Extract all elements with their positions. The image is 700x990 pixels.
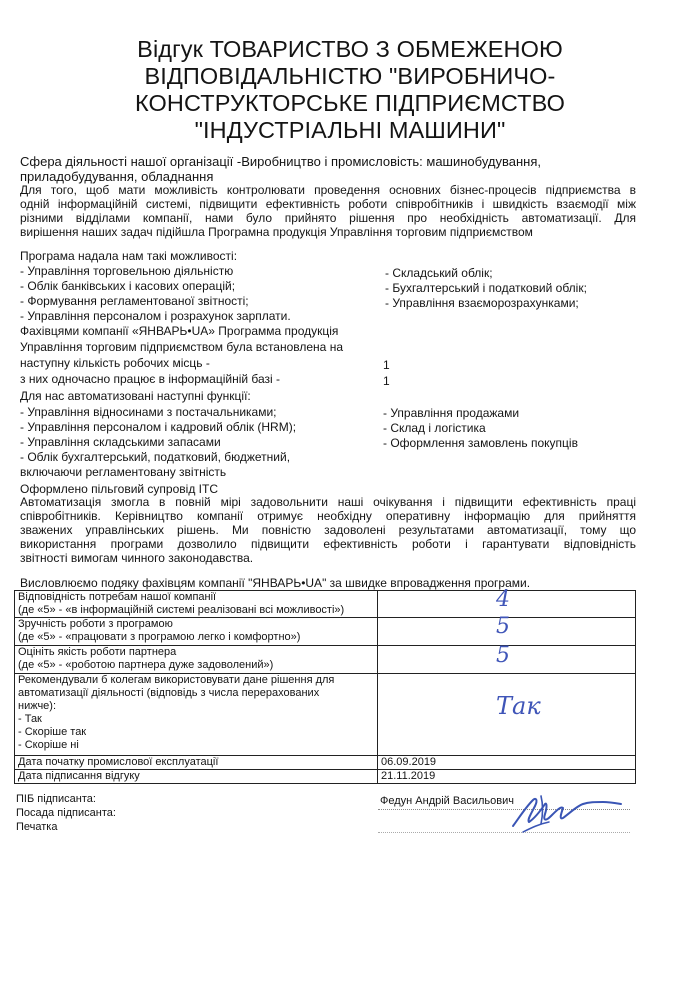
recommend-row <box>15 674 636 756</box>
title-line: КОНСТРУКТОРСЬКЕ ПІДПРИЄМСТВО <box>134 90 566 116</box>
install-line: Управління торговим підприємством була встановлена на <box>20 340 343 354</box>
capability-item: - Складський облік; <box>385 266 493 280</box>
program-intro: Програма надала нам такі можливості: <box>20 249 238 263</box>
intro-line: різними відділами компанії, нами було прийнято рішення про необхідність автоматизації. Для <box>20 211 636 225</box>
date-row <box>15 770 636 784</box>
result-line: співробітників. Керівництво компанії отримує необхідну оперативну інформацію для прийняття <box>20 509 636 523</box>
rating-row <box>15 591 636 618</box>
rating-question: Зручність роботи з програмою (де «5» - «працювати з програмою легко і комфортно») <box>15 618 378 646</box>
result-line: використання програми дозволило підвищити ефективність роботи і гарантувати відповідність <box>20 537 636 551</box>
rating-row <box>15 618 636 646</box>
rating-question: Відповідність потребам нашої компанії (де «5» - «в інформаційній системі реалізовані всі можливості») <box>15 591 378 618</box>
capability-item: - Управління торговельною діяльністю <box>20 264 234 278</box>
result-line: Автоматизація змогла в повній мірі задовольнити наші очікування і підвищити ефективність праці <box>20 495 636 509</box>
signer-position-label: Посада підписанта: <box>16 807 116 819</box>
stamp-label: Печатка <box>16 821 58 833</box>
capability-item: - Бухгалтерський і податковий облік; <box>385 281 587 295</box>
sphere-line: Сфера діяльності нашої організації -Виробництво і промисловість: машинобудування, <box>20 154 541 169</box>
results-paragraph <box>20 495 636 565</box>
capability-item: - Облік банківських і касових операцій; <box>20 279 236 293</box>
signer-name-label: ПІБ підписанта: <box>16 793 96 805</box>
title-line: Відгук ТОВАРИСТВО З ОБМЕЖЕНОЮ <box>137 36 563 62</box>
date-label: Дата початку промислової експлуатації <box>15 756 378 770</box>
function-item: включаючи регламентовану звітність <box>20 465 227 479</box>
function-item: - Облік бухгалтерський, податковий, бюджетний, <box>20 450 291 464</box>
rating-answer-cell <box>378 643 636 674</box>
rating-answer: 5 <box>496 643 510 668</box>
date-row <box>15 756 636 770</box>
title-line: "ІНДУСТРІАЛЬНІ МАШИНИ" <box>194 117 506 143</box>
rating-answer: 4 <box>496 587 510 612</box>
document-title <box>40 36 660 144</box>
functions-intro: Для нас автоматизовані наступні функції: <box>20 389 251 403</box>
sphere-line: приладобудування, обладнання <box>20 169 214 184</box>
signer-name: Федун Андрій Васильович <box>380 795 514 807</box>
handwritten-signature <box>505 788 625 836</box>
date-value: 06.09.2019 <box>378 756 636 770</box>
install-line: з них одночасно працює в інформаційній базі - <box>20 372 281 386</box>
intro-line: Для того, щоб мати можливість контролювати проведення основних бізнес-процесів підприємства в <box>20 183 636 197</box>
title-line: ВІДПОВІДАЛЬНІСТЮ "ВИРОБНИЧО- <box>144 63 556 89</box>
capability-item: - Управління взаєморозрахунками; <box>385 296 579 310</box>
recommend-answer-cell <box>378 674 636 756</box>
function-item: - Управління персоналом і кадровий облік (HRM); <box>20 420 297 434</box>
function-item: - Управління відносинами з постачальниками; <box>20 405 277 419</box>
function-item: - Склад і логістика <box>383 421 486 435</box>
support-note: Оформлено пільговий супровід ІТС <box>20 482 218 496</box>
recommend-answer: Так <box>496 692 541 720</box>
function-item: - Управління складськими запасами <box>20 435 221 449</box>
intro-line: вирішення наших задач підійшла Програмна продукція Управління торговим підприємством <box>20 225 533 239</box>
function-item: - Оформлення замовлень покупців <box>383 436 578 450</box>
capability-item: - Управління персоналом і розрахунок зарплати. <box>20 309 291 323</box>
rating-answer-cell <box>378 614 636 646</box>
rating-answer: 5 <box>496 614 510 639</box>
intro-line: одній інформаційній системі, підвищити ефективність роботи співробітників і швидкість взаємодії між <box>20 197 636 211</box>
date-value: 21.11.2019 <box>378 770 636 784</box>
date-label: Дата підписання відгуку <box>15 770 378 784</box>
workplaces-count: 1 <box>383 358 390 372</box>
install-line: Фахівцями компанії «ЯНВАРЬ•UA» Программа продукція <box>20 324 339 338</box>
feedback-table <box>14 587 636 784</box>
thanks-line: Висловлюємо подяку фахівцям компанії "ЯНВАРЬ•UA" за швидке впровадження програми. <box>20 576 531 590</box>
rating-row <box>15 646 636 674</box>
function-item: - Управління продажами <box>383 406 520 420</box>
rating-question: Оцініть якість роботи партнера (де «5» - «роботою партнера дуже задоволений») <box>15 646 378 674</box>
intro-paragraph <box>20 183 636 239</box>
result-line: звітності вимогам чинного законодавства. <box>20 551 254 565</box>
result-line: зважених управлінських рішень. Ми повністю задоволені результатами автоматизації, тому що <box>20 523 636 537</box>
concurrent-users-count: 1 <box>383 374 390 388</box>
recommend-question: Рекомендували б колегам використовувати дане рішення для автоматизації діяльності (відповідь з числа перерахованих нижче): - Так - Скоріше так - Скоріше ні <box>15 674 378 756</box>
install-line: наступну кількість робочих місць - <box>20 356 210 370</box>
capability-item: - Формування регламентованої звітності; <box>20 294 249 308</box>
